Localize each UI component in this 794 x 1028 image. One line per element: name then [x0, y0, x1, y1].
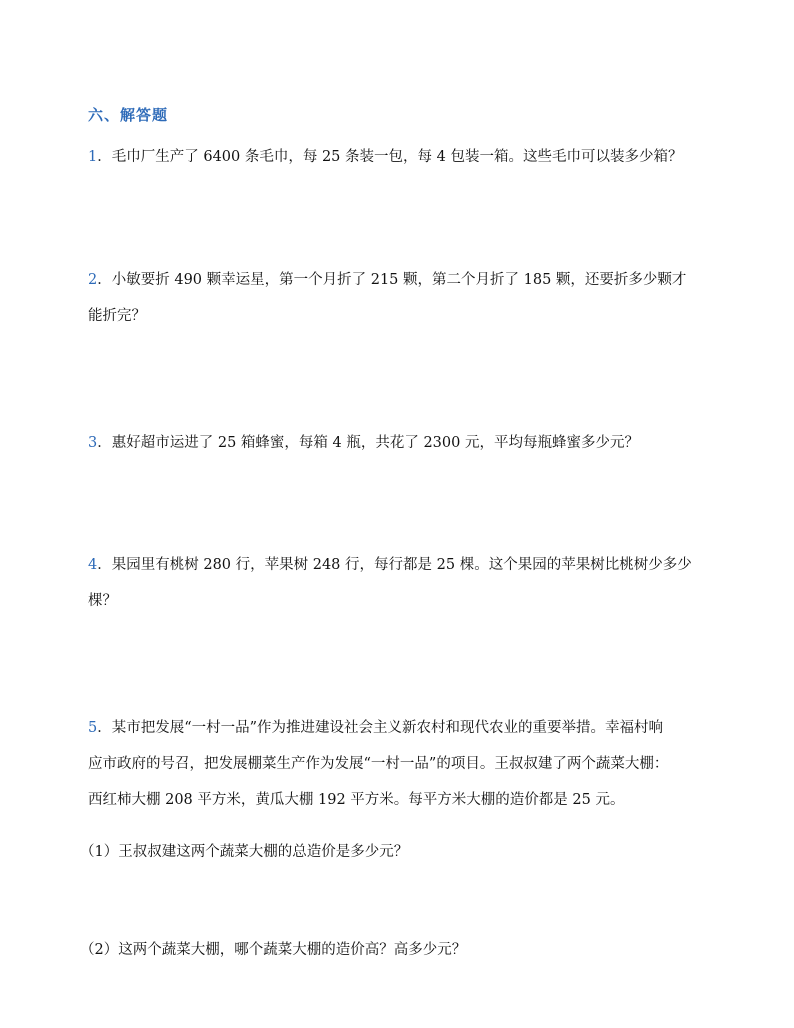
question-number: 3 [88, 435, 98, 451]
question-4 [88, 547, 708, 619]
question-text-cont: 西红柿大棚 208 平方米，黄瓜大棚 192 平方米。每平方米大棚的造价都是 25 元。 [88, 792, 625, 808]
subquestion-2: （2）这两个蔬菜大棚，哪个蔬菜大棚的造价高？高多少元？ [80, 942, 467, 958]
question-number: 2 [88, 272, 98, 288]
question-text: ．小敏要折 490 颗幸运星，第一个月折了 215 颗，第二个月折了 185 颗，还要折多少颗才 [97, 272, 687, 288]
section-title: 六、解答题 [88, 106, 169, 124]
question-1 [88, 139, 708, 175]
subquestion-1: （1）王叔叔建这两个蔬菜大棚的总造价是多少元？ [80, 844, 409, 860]
question-text-cont: 棵？ [88, 593, 117, 609]
question-3 [88, 425, 708, 461]
question-text: ．惠好超市运进了 25 箱蜂蜜，每箱 4 瓶，共花了 2300 元，平均每瓶蜂蜜多少元？ [97, 435, 639, 451]
question-text-cont: 能折完？ [88, 308, 146, 324]
question-text: ．毛巾厂生产了 6400 条毛巾，每 25 条装一包，每 4 包装一箱。这些毛巾可以装多少箱？ [97, 149, 683, 165]
question-number: 5 [88, 720, 98, 736]
question-number: 1 [88, 149, 98, 165]
question-2 [88, 262, 708, 334]
question-text-cont: 应市政府的号召，把发展棚菜生产作为发展“一村一品”的项目。王叔叔建了两个蔬菜大棚： [88, 756, 669, 772]
question-text: ．果园里有桃树 280 行，苹果树 248 行，每行都是 25 棵。这个果园的苹果树比桃树少多少 [97, 557, 692, 573]
question-5 [88, 710, 708, 818]
question-number: 4 [88, 557, 98, 573]
question-text: ．某市把发展“一村一品”作为推进建设社会主义新农村和现代农业的重要举措。幸福村响 [97, 720, 664, 736]
